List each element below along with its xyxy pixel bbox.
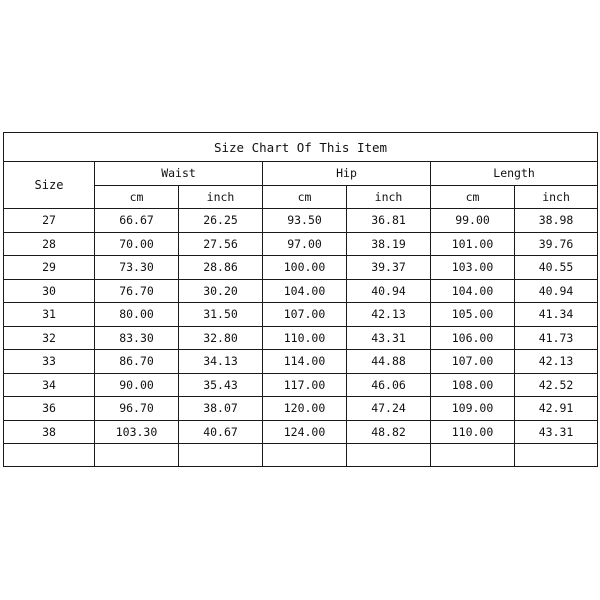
length-cm-cell: 105.00 <box>431 303 515 327</box>
size-cell: 34 <box>4 373 95 397</box>
waist-cm-cell: 86.70 <box>95 350 179 374</box>
size-cell: 27 <box>4 209 95 233</box>
waist-inch-cell: 27.56 <box>179 232 263 256</box>
length-inch-cell: 40.55 <box>515 256 598 280</box>
title-row <box>4 133 598 162</box>
hip-inch-cell: 39.37 <box>347 256 431 280</box>
table-row <box>4 397 598 421</box>
size-cell: 33 <box>4 350 95 374</box>
length-cm-cell: 108.00 <box>431 373 515 397</box>
length-inch-header: inch <box>515 185 598 209</box>
table-row <box>4 373 598 397</box>
hip-inch-cell: 43.31 <box>347 326 431 350</box>
hip-header: Hip <box>263 162 431 186</box>
size-cell: 31 <box>4 303 95 327</box>
waist-cm-cell: 73.30 <box>95 256 179 280</box>
size-cell: 38 <box>4 420 95 444</box>
hip-inch-cell: 40.94 <box>347 279 431 303</box>
empty-cell <box>347 444 431 467</box>
empty-row <box>4 444 598 467</box>
length-header: Length <box>431 162 598 186</box>
empty-cell <box>4 444 95 467</box>
waist-header: Waist <box>95 162 263 186</box>
empty-cell <box>179 444 263 467</box>
length-cm-cell: 106.00 <box>431 326 515 350</box>
empty-cell <box>95 444 179 467</box>
length-cm-cell: 109.00 <box>431 397 515 421</box>
hip-cm-cell: 107.00 <box>263 303 347 327</box>
table-row <box>4 420 598 444</box>
waist-cm-header: cm <box>95 185 179 209</box>
size-cell: 32 <box>4 326 95 350</box>
chart-title: Size Chart Of This Item <box>4 133 598 162</box>
hip-cm-cell: 100.00 <box>263 256 347 280</box>
table-row <box>4 209 598 233</box>
length-inch-cell: 42.52 <box>515 373 598 397</box>
waist-inch-header: inch <box>179 185 263 209</box>
hip-cm-cell: 104.00 <box>263 279 347 303</box>
hip-inch-cell: 38.19 <box>347 232 431 256</box>
length-cm-cell: 104.00 <box>431 279 515 303</box>
length-cm-cell: 101.00 <box>431 232 515 256</box>
empty-cell <box>263 444 347 467</box>
waist-cm-cell: 70.00 <box>95 232 179 256</box>
waist-cm-cell: 83.30 <box>95 326 179 350</box>
table-row <box>4 350 598 374</box>
waist-inch-cell: 35.43 <box>179 373 263 397</box>
hip-inch-cell: 48.82 <box>347 420 431 444</box>
table-row <box>4 326 598 350</box>
length-cm-header: cm <box>431 185 515 209</box>
size-cell: 30 <box>4 279 95 303</box>
waist-inch-cell: 26.25 <box>179 209 263 233</box>
hip-cm-cell: 97.00 <box>263 232 347 256</box>
length-inch-cell: 42.91 <box>515 397 598 421</box>
waist-cm-cell: 96.70 <box>95 397 179 421</box>
waist-inch-cell: 28.86 <box>179 256 263 280</box>
hip-cm-cell: 93.50 <box>263 209 347 233</box>
hip-cm-header: cm <box>263 185 347 209</box>
size-cell: 29 <box>4 256 95 280</box>
hip-inch-cell: 46.06 <box>347 373 431 397</box>
hip-cm-cell: 117.00 <box>263 373 347 397</box>
hip-inch-cell: 44.88 <box>347 350 431 374</box>
hip-cm-cell: 110.00 <box>263 326 347 350</box>
hip-cm-cell: 120.00 <box>263 397 347 421</box>
waist-inch-cell: 32.80 <box>179 326 263 350</box>
waist-cm-cell: 80.00 <box>95 303 179 327</box>
length-inch-cell: 38.98 <box>515 209 598 233</box>
length-cm-cell: 107.00 <box>431 350 515 374</box>
hip-inch-cell: 36.81 <box>347 209 431 233</box>
waist-cm-cell: 66.67 <box>95 209 179 233</box>
table-row <box>4 256 598 280</box>
length-cm-cell: 103.00 <box>431 256 515 280</box>
hip-inch-cell: 42.13 <box>347 303 431 327</box>
length-inch-cell: 41.73 <box>515 326 598 350</box>
hip-inch-cell: 47.24 <box>347 397 431 421</box>
length-inch-cell: 39.76 <box>515 232 598 256</box>
empty-cell <box>515 444 598 467</box>
length-inch-cell: 40.94 <box>515 279 598 303</box>
waist-inch-cell: 31.50 <box>179 303 263 327</box>
table-row <box>4 303 598 327</box>
waist-cm-cell: 103.30 <box>95 420 179 444</box>
group-header-row <box>4 162 598 186</box>
length-cm-cell: 99.00 <box>431 209 515 233</box>
waist-inch-cell: 40.67 <box>179 420 263 444</box>
size-cell: 28 <box>4 232 95 256</box>
waist-inch-cell: 30.20 <box>179 279 263 303</box>
table-row <box>4 232 598 256</box>
length-cm-cell: 110.00 <box>431 420 515 444</box>
waist-cm-cell: 90.00 <box>95 373 179 397</box>
length-inch-cell: 43.31 <box>515 420 598 444</box>
size-cell: 36 <box>4 397 95 421</box>
size-header: Size <box>4 162 95 209</box>
length-inch-cell: 42.13 <box>515 350 598 374</box>
length-inch-cell: 41.34 <box>515 303 598 327</box>
hip-cm-cell: 114.00 <box>263 350 347 374</box>
waist-cm-cell: 76.70 <box>95 279 179 303</box>
table-row <box>4 279 598 303</box>
waist-inch-cell: 34.13 <box>179 350 263 374</box>
waist-inch-cell: 38.07 <box>179 397 263 421</box>
hip-inch-header: inch <box>347 185 431 209</box>
empty-cell <box>431 444 515 467</box>
size-chart-table <box>3 132 598 467</box>
hip-cm-cell: 124.00 <box>263 420 347 444</box>
